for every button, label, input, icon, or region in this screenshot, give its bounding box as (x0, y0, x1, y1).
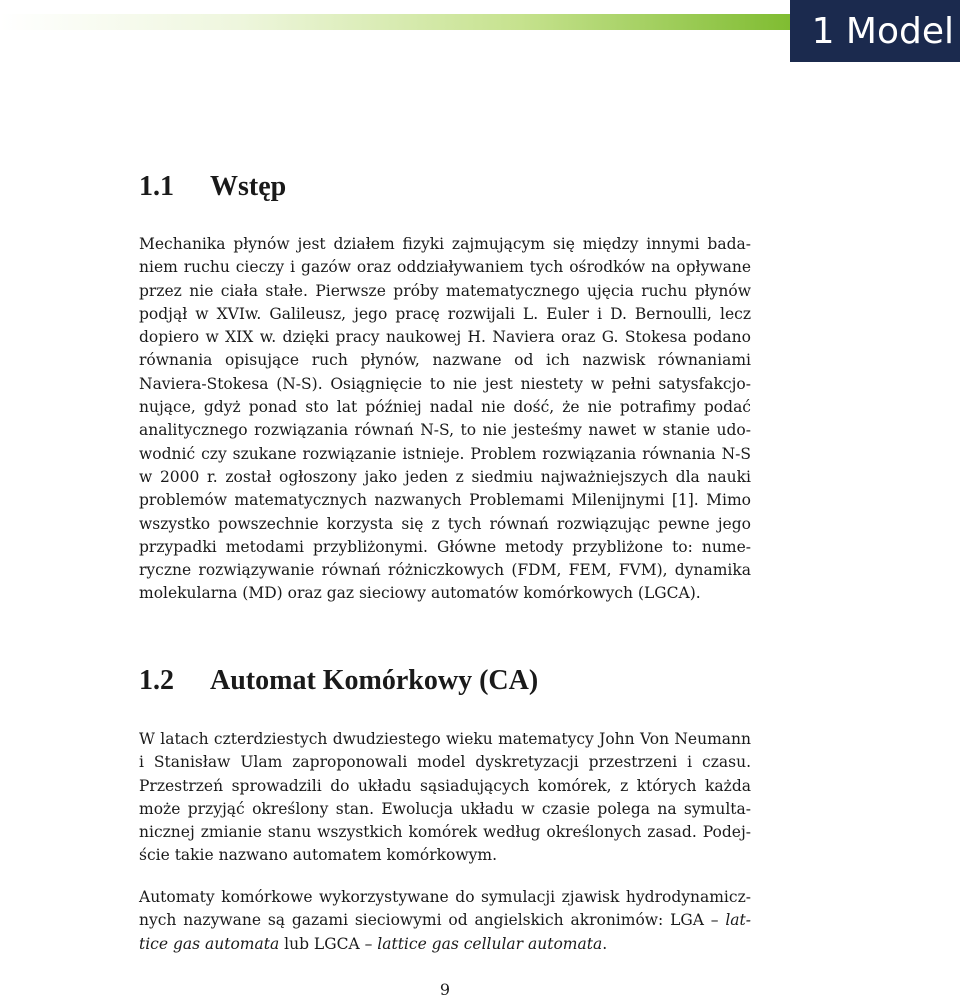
paragraph-tail: . (602, 934, 608, 953)
section-title: Wstęp (210, 171, 287, 202)
section-heading-wstep (139, 170, 286, 204)
section-title: Automat Komórkowy (CA) (210, 665, 539, 696)
header-gradient-band (0, 14, 800, 30)
section-number: 1.1 (139, 171, 174, 202)
page-number: 9 (439, 980, 451, 999)
paragraph-lattice-gas (139, 886, 751, 956)
paragraph-lead: Automaty komórkowe wykorzystywane do symulacji zjawisk hydrodynamicznych nazywane są gazami sieciowymi od angielskich akronimów: LGA – (139, 888, 751, 930)
paragraph-mid: lub LGCA – (279, 934, 378, 953)
section-heading-automat (139, 664, 538, 698)
paragraph-intro: Mechanika płynów jest działem fizyki zajmującym się między innymi badaniem ruchu cieczy i gazów oraz oddziaływaniem tych ośrodków na opływane przez nie ciała stałe. Pierwsze próby matematycznego ujęcia ruchu płynów podjął w XVIw. Galileusz, jego pracę rozwijali L. Euler i D. Bernoulli, lecz dopiero w XIX w. dzięki pracy naukowej H. Naviera oraz G. Stokesa podano równania opisujące ruch płynów, nazwane od ich nazwisk równaniami Naviera-Stokesa (N-S). Osiągnięcie to nie jest niestety w pełni satysfakcjonujące, gdyż ponad sto lat później nadal nie dość, że nie potrafimy podać analitycznego rozwiązania równań N-S, to nie jesteśmy nawet w stanie udowodnić czy szukane rozwiązanie istnieje. Problem rozwiązania równania N-S w 2000 r. został ogłoszony jako jeden z siedmiu najważniejszych dla nauki problemów matematycznych nazwanych Problemami Milenijnymi [1]. Mimo wszystko powszechnie korzysta się z tych równań rozwiązując pewne jego przypadki metodami przybliżonymi. Główne metody przybliżone to: numeryczne rozwiązywanie równań różniczkowych (FDM, FEM, FVM), dynamika molekularna (MD) oraz gaz sieciowy automatów komórkowych (LGCA). (139, 235, 751, 603)
section-number: 1.2 (139, 665, 174, 696)
term-lgca: lattice gas cellular automata (377, 934, 603, 953)
term-lga: lattice gas automata (139, 911, 751, 953)
paragraph-ca-origin: W latach czterdziestych dwudziestego wieku matematycy John Von Neumann i Stanisław Ulam zaproponowali model dyskretyzacji przestrzeni i czasu. Przestrzeń sprowadzili do układu sąsiadujących komórek, z których każda może przyjąć określony stan. Ewolucja układu w czasie polega na symultanicznej zmianie stanu wszystkich komórek według określonych zasad. Podejście takie nazwano automatem komórkowym. (139, 730, 751, 865)
chapter-label: 1 Model (790, 0, 960, 62)
